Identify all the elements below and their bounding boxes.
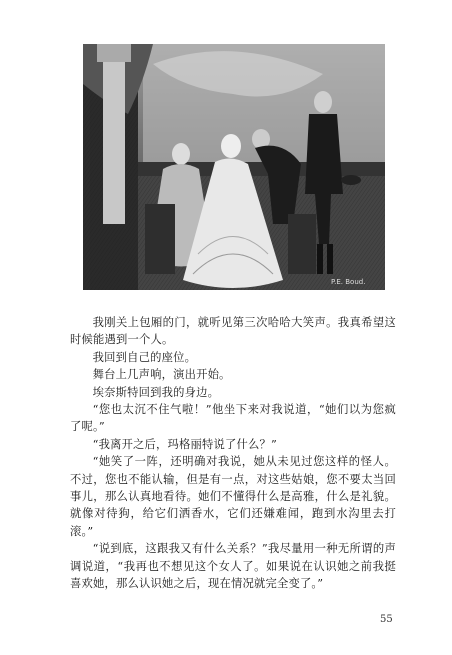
- page-number: 55: [380, 614, 393, 625]
- paragraph: “她笑了一阵，还明确对我说，她从未见过您这样的怪人。不过，您也不能认输，但是有一点，对这些姑娘，您不要太当回事儿，那么认真地看待。她们不懂得什么是高雅，什么是礼貌。就像对待狗，给它们洒香水，它们还嫌难闻，跑到水沟里去打滚。”: [70, 455, 396, 538]
- body-text: [70, 314, 396, 593]
- paragraph: “我离开之后，玛格丽特说了什么？”: [92, 437, 277, 451]
- opera-box-scene: [83, 44, 385, 290]
- paragraph: “说到底，这跟我又有什么关系？”我尽量用一种无所谓的声调说道，“我再也不想见这个女人了。如果说在认识她之前我挺喜欢她，那么认识她之后，现在情况就完全变了。”: [70, 542, 396, 591]
- paragraph: 我刚关上包厢的门，就听见第三次哈哈大笑声。我真希望这时候能遇到一个人。: [70, 316, 396, 347]
- engraving-illustration: [83, 44, 385, 290]
- paragraph: 埃奈斯特回到我的身边。: [92, 385, 220, 399]
- paragraph: 舞台上几声响，演出开始。: [92, 368, 231, 382]
- illustration-signature: P.E. Boud.: [331, 278, 366, 286]
- paragraph: 我回到自己的座位。: [92, 350, 197, 364]
- paragraph: “您也太沉不住气啦！”他坐下来对我说道，“她们以为您疯了呢。”: [70, 403, 396, 434]
